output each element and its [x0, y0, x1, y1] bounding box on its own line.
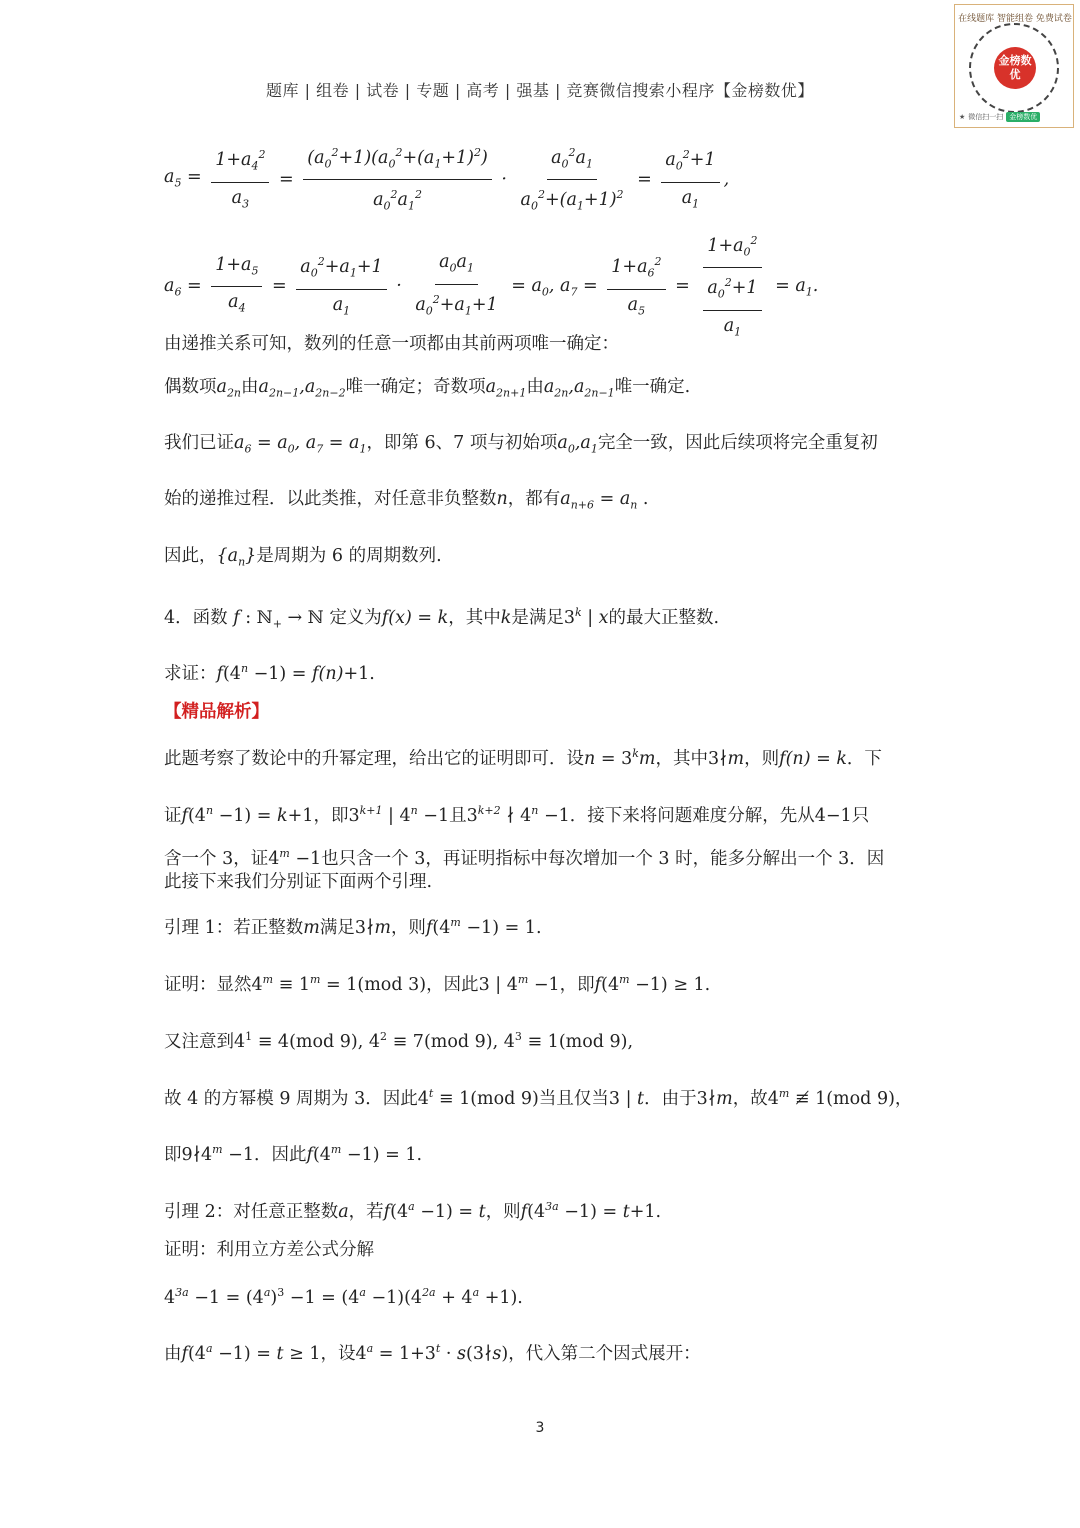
paragraph-even-odd: 偶数项$a_{2n}$由$a_{2n-1},a_{2n-2}$唯一确定；奇数项$a_{2n+1}$由$a_{2n},a_{2n-1}$唯一确定. — [164, 377, 691, 400]
lemma-1-proof: 证明：显然$4^m \equiv 1^m = 1(mod$ 3)，因此3 | $4^m -1$，即$f(4^m -1) \ge 1$. — [164, 973, 711, 995]
qr-logo: 金榜数优 — [994, 47, 1036, 89]
paragraph-recurrence: 由递推关系可知，数列的任意一项都由其前两项唯一确定： — [164, 334, 619, 354]
paragraph-induction: 始的递推过程．以此类推，对任意非负整数n，都有$a_{n+6} = a_n$ . — [164, 489, 649, 512]
lemma-2: 引理 2：对任意正整数a，若$f(4^a -1) = t$，则$f(4^{3a} -1) = t+1$. — [164, 1200, 662, 1222]
lemma-2-substitution: 由$f(4^a -1) = t \ge 1$，设$4^a = 1+3^t$ · s(3∤s)，代入第二个因式展开： — [164, 1342, 701, 1364]
qr-top-text: 在线题库 智能组卷 免费试卷 — [958, 14, 1072, 24]
solution-line-3: 含一个 3，证$4^m -1$也只含一个 3，再证明指标中每次增加一个 3 时，能多分解出一个 3．因 — [164, 847, 885, 869]
lemma-1-period: 故 4 的方幂模 9 周期为 3．因此$4^t \equiv 1(mod$ 9)当且仅当3 | t．由于3∤m，故4$^m$ ≢ 1(mod 9)， — [164, 1087, 913, 1109]
solution-line-1: 此题考察了数论中的升幂定理，给出它的证明即可．设$n = 3^km$，其中3∤m，则f(n) = k．下 — [164, 747, 882, 769]
paragraph-conclusion: 因此，$\{a_n\}$是周期为 6 的周期数列. — [164, 546, 442, 569]
question-4-claim: 求证：$f(4^n -1) = f(n)+1$. — [164, 662, 375, 684]
qr-code[interactable] — [954, 4, 1074, 128]
paragraph-proved: 我们已证$a_6 = a_0$, $a_7 = a_1$，即第 6、7 项与初始项$a_0,a_1$完全一致，因此后续项将完全重复初 — [164, 433, 878, 456]
question-4: 4．函数 f : ℕ$_+$ → ℕ 定义为f(x) = k，其中k是满足3$^k$ | x的最大正整数. — [164, 606, 720, 631]
solution-line-4: 此接下来我们分别证下面两个引理. — [164, 872, 433, 892]
page-number: 3 — [535, 1420, 545, 1436]
equation-a5: $a_5$ = $\frac{1+a_4^2}{a_3}$ = $\frac{(a_0^2+1)(a_0^2+(a_1+1)^2)}{a_0^2a_1^2}$ · $\frac{a_0^2a_1}{a_0^2+(a_1+1)^2}$ = $\frac{a_0^2+1}{a_1}$ , — [164, 140, 729, 220]
lemma-1-note: 又注意到$4^1 \equiv 4(mod$ 9), $4^2 \equiv 7(mod$ 9), $4^3 \equiv 1(mod$ 9), — [164, 1030, 634, 1052]
cube-difference-formula: $4^{3a} -1 = (4^a)^3 -1 = (4^a -1)(4^{2a} + 4^a +1)$. — [164, 1286, 523, 1308]
analysis-title: 【精品解析】 — [164, 702, 269, 722]
header-nav: 题库 | 组卷 | 试卷 | 专题 | 高考 | 强基 | 竞赛微信搜索小程序【金榜数优】 — [266, 81, 814, 100]
lemma-1-end: 即$9∤4^m -1$．因此$f(4^m -1) = 1$. — [164, 1143, 423, 1165]
equation-a6-a7: $a_6$ = $\frac{1+a_5}{a_4}$ = $\frac{a_0^2+a_1+1}{a_1}$ · $\frac{a_0a_1}{a_0^2+a_1+1}$ = $a_0$, $a_7$ = $\frac{1+a_6^2}{a_5}$ = $\frac{1+a_0^2}{\frac{a_0^2+1}{a_1}}$ = $a_1$. — [164, 228, 818, 345]
solution-line-2: 证$f(4^n -1) = k+1$，即$3^{k+1}$ | $4^n -1$且$3^{k+2}$ ∤ $4^n -1$．接下来将问题难度分解，先从4−1只 — [164, 804, 870, 826]
lemma-2-proof-intro: 证明：利用立方差公式分解 — [164, 1240, 374, 1260]
star-icon: ★ — [959, 113, 966, 121]
lemma-1: 引理 1：若正整数m满足3∤m，则$f(4^m -1) = 1$. — [164, 916, 542, 938]
qr-footer: ★ 微信扫一扫 金榜数优 — [959, 111, 1071, 123]
